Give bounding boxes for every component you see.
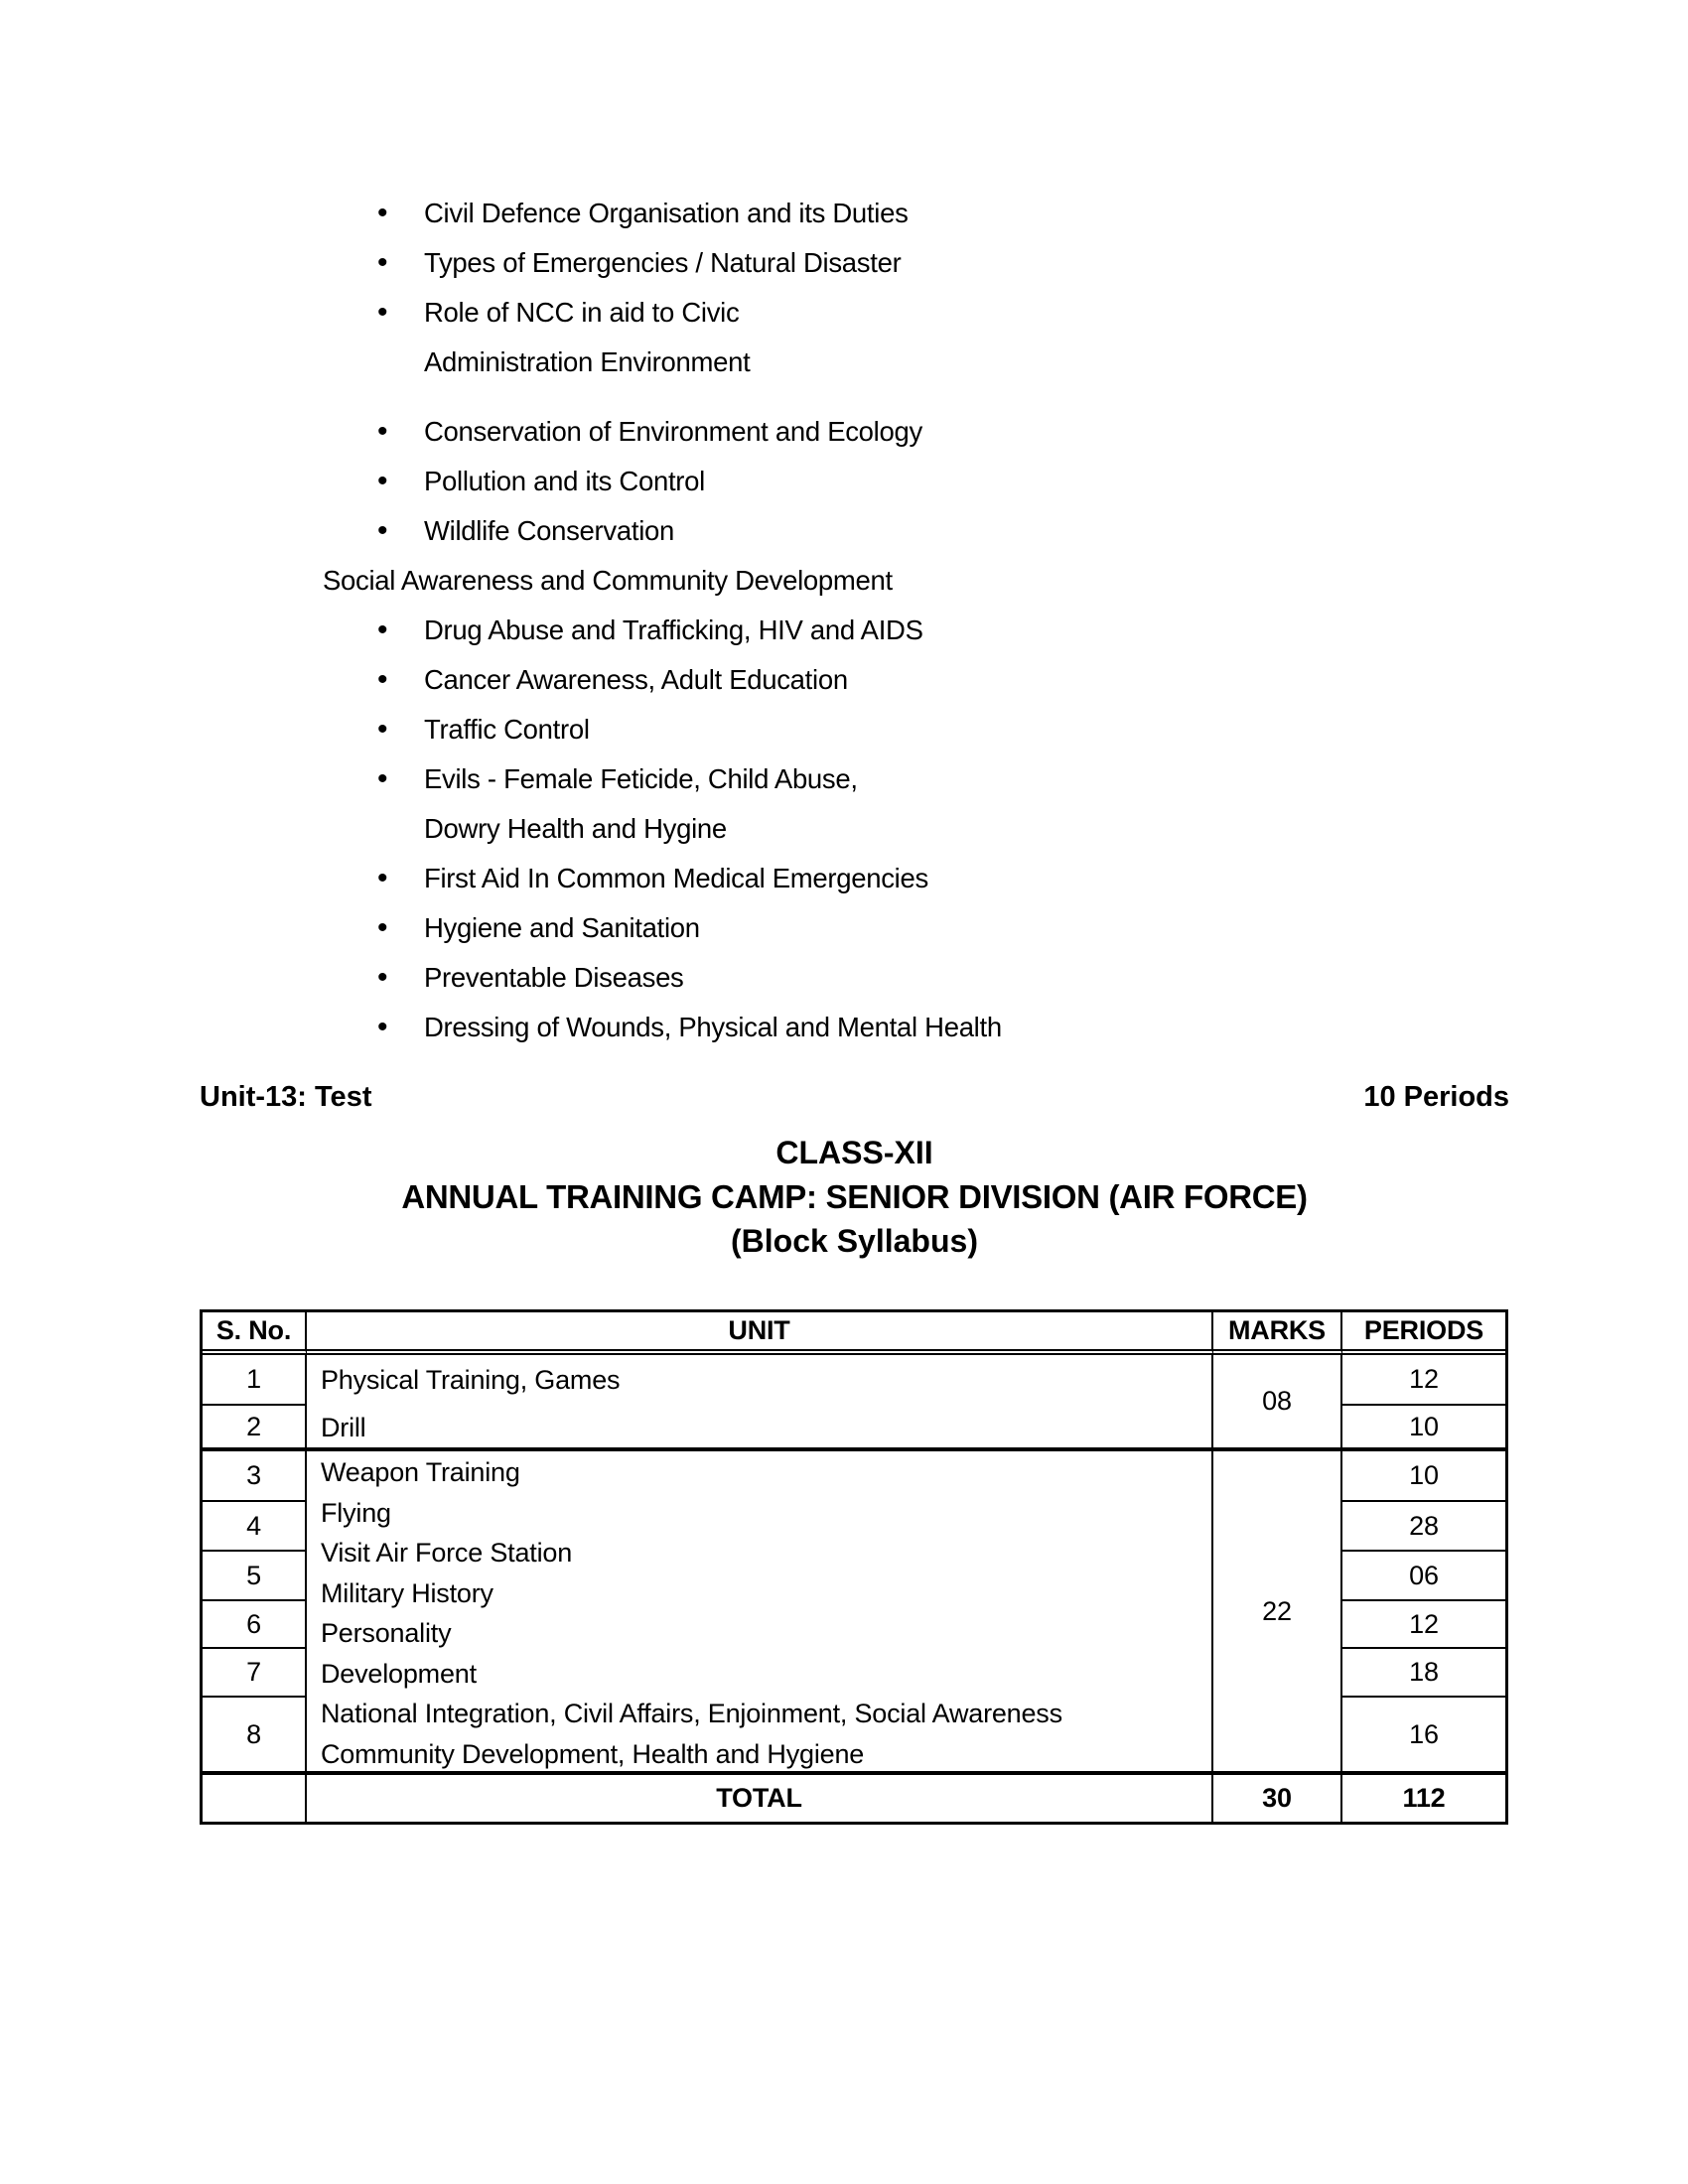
- list-item-line: Hygiene and Sanitation: [424, 912, 700, 943]
- table-unit-line: Development: [321, 1658, 477, 1689]
- list-item-text: [424, 457, 705, 506]
- bullet-icon: •: [377, 1011, 388, 1043]
- table-unit-line: Community Development, Health and Hygiene: [321, 1738, 865, 1769]
- bullet-icon: •: [377, 197, 388, 229]
- list-item: [377, 288, 1509, 387]
- list-item-text: [424, 953, 684, 1003]
- list-item: [377, 854, 1509, 903]
- bullet-icon: •: [377, 762, 388, 795]
- table-unit-line: Military History: [321, 1577, 493, 1608]
- list-item-text: [424, 1003, 1002, 1052]
- list-item-text: [424, 606, 923, 655]
- list-item-line: Evils - Female Feticide, Child Abuse,: [424, 763, 858, 794]
- table-total-marks: 30: [1213, 1775, 1342, 1822]
- list-item-text: [424, 655, 848, 705]
- bullet-list-civil-defence: [200, 189, 1509, 387]
- table-periods-cell: 06: [1342, 1552, 1505, 1601]
- list-item-line: Cancer Awareness, Adult Education: [424, 664, 848, 695]
- unit-13-row: [200, 1072, 1509, 1122]
- list-item-line: Drug Abuse and Trafficking, HIV and AIDS: [424, 614, 923, 645]
- bullet-icon: •: [377, 713, 388, 746]
- bullet-icon: •: [377, 514, 388, 547]
- bullet-icon: •: [377, 614, 388, 646]
- list-item-line: Types of Emergencies / Natural Disaster: [424, 247, 902, 278]
- list-item: [377, 953, 1509, 1003]
- table-periods-cell: 12: [1342, 1355, 1505, 1406]
- bullet-icon: •: [377, 415, 388, 448]
- bullet-list-social-awareness: [200, 606, 1509, 1052]
- table-unit-line: National Integration, Civil Affairs, Enjoinment, Social Awareness: [321, 1699, 1062, 1728]
- list-item-text: [424, 903, 700, 953]
- table-unit-cell-group-b: [307, 1451, 1213, 1775]
- list-item-text: [424, 288, 750, 387]
- list-item-line: Traffic Control: [424, 714, 590, 745]
- table-header-unit: UNIT: [307, 1312, 1213, 1355]
- section-heading-social-awareness: Social Awareness and Community Development: [323, 565, 893, 596]
- list-item: [377, 705, 1509, 754]
- table-periods-cell: 28: [1342, 1502, 1505, 1552]
- list-item: [377, 189, 1509, 238]
- list-item-line: Wildlife Conservation: [424, 515, 674, 546]
- table-sno-cell: 5: [203, 1552, 307, 1601]
- table-unit-line: Flying: [321, 1497, 391, 1528]
- list-item: [377, 903, 1509, 953]
- spacer: [200, 387, 1509, 407]
- table-unit-cell-group-a: [307, 1355, 1213, 1451]
- list-item-text: [424, 407, 922, 457]
- unit-13-periods: 10 Periods: [1363, 1081, 1509, 1113]
- list-item-line: Civil Defence Organisation and its Duties: [424, 198, 909, 228]
- list-item-line: Role of NCC in aid to Civic: [424, 297, 740, 328]
- table-sno-cell: 4: [203, 1502, 307, 1552]
- list-item: [377, 1003, 1509, 1052]
- bullet-icon: •: [377, 296, 388, 329]
- table-sno-cell: 2: [203, 1406, 307, 1451]
- list-item: [377, 238, 1509, 288]
- table-periods-cell: 18: [1342, 1649, 1505, 1698]
- table-total-empty-cell: [203, 1775, 307, 1822]
- unit-13-label: Unit-13: Test: [200, 1081, 372, 1113]
- list-item: [377, 655, 1509, 705]
- table-total-label: TOTAL: [307, 1775, 1213, 1822]
- list-item: [377, 506, 1509, 556]
- table-header-sno: S. No.: [203, 1312, 307, 1355]
- table-unit-line: Weapon Training: [321, 1457, 520, 1487]
- list-item-text: [424, 705, 590, 754]
- table-sno-cell: 1: [203, 1355, 307, 1406]
- bullet-icon: •: [377, 465, 388, 497]
- bullet-icon: •: [377, 246, 388, 279]
- table-unit-line: Personality: [321, 1618, 452, 1648]
- list-item-line: Dressing of Wounds, Physical and Mental Health: [424, 1012, 1002, 1042]
- list-item-text: [424, 506, 674, 556]
- bullet-list-environment: [200, 407, 1509, 556]
- list-item-line: Preventable Diseases: [424, 962, 684, 993]
- table-sno-cell: 6: [203, 1601, 307, 1649]
- table-sno-cell: 8: [203, 1698, 307, 1775]
- table-periods-cell: 10: [1342, 1406, 1505, 1451]
- list-item-text: [424, 238, 901, 288]
- list-item: [377, 754, 1509, 854]
- table-total-periods: 112: [1342, 1775, 1505, 1822]
- list-item-line: Dowry Health and Hygine: [424, 813, 727, 844]
- list-item-line: Pollution and its Control: [424, 466, 705, 496]
- heading-class-xii: CLASS-XII: [775, 1135, 933, 1170]
- table-marks-cell-group-a: 08: [1213, 1355, 1342, 1451]
- headings-block: [200, 1130, 1509, 1263]
- list-item-line: Conservation of Environment and Ecology: [424, 416, 922, 447]
- bullet-icon: •: [377, 663, 388, 696]
- table-sno-cell: 7: [203, 1649, 307, 1698]
- list-item: [377, 407, 1509, 457]
- list-item-line: First Aid In Common Medical Emergencies: [424, 863, 928, 893]
- table-unit-line: Physical Training, Games: [321, 1365, 621, 1395]
- bullet-icon: •: [377, 961, 388, 994]
- table-periods-cell: 10: [1342, 1451, 1505, 1502]
- bullet-icon: •: [377, 862, 388, 894]
- table-header-marks: MARKS: [1213, 1312, 1342, 1355]
- table-periods-cell: 12: [1342, 1601, 1505, 1649]
- syllabus-table: [200, 1309, 1508, 1825]
- table-header-periods: PERIODS: [1342, 1312, 1505, 1355]
- table-marks-cell-group-b: 22: [1213, 1451, 1342, 1775]
- heading-annual-training-camp: ANNUAL TRAINING CAMP: SENIOR DIVISION (AIR FORCE): [401, 1178, 1308, 1215]
- table-periods-cell: 16: [1342, 1698, 1505, 1775]
- list-item-text: [424, 754, 858, 854]
- list-item-text: [424, 854, 928, 903]
- list-item: [377, 606, 1509, 655]
- list-item-line: Administration Environment: [424, 346, 751, 377]
- list-item-text: [424, 189, 909, 238]
- table-unit-line: Drill: [321, 1413, 366, 1442]
- table-unit-line: Visit Air Force Station: [321, 1538, 573, 1568]
- heading-block-syllabus: (Block Syllabus): [731, 1223, 978, 1259]
- list-item: [377, 457, 1509, 506]
- table-sno-cell: 3: [203, 1451, 307, 1502]
- bullet-icon: •: [377, 911, 388, 944]
